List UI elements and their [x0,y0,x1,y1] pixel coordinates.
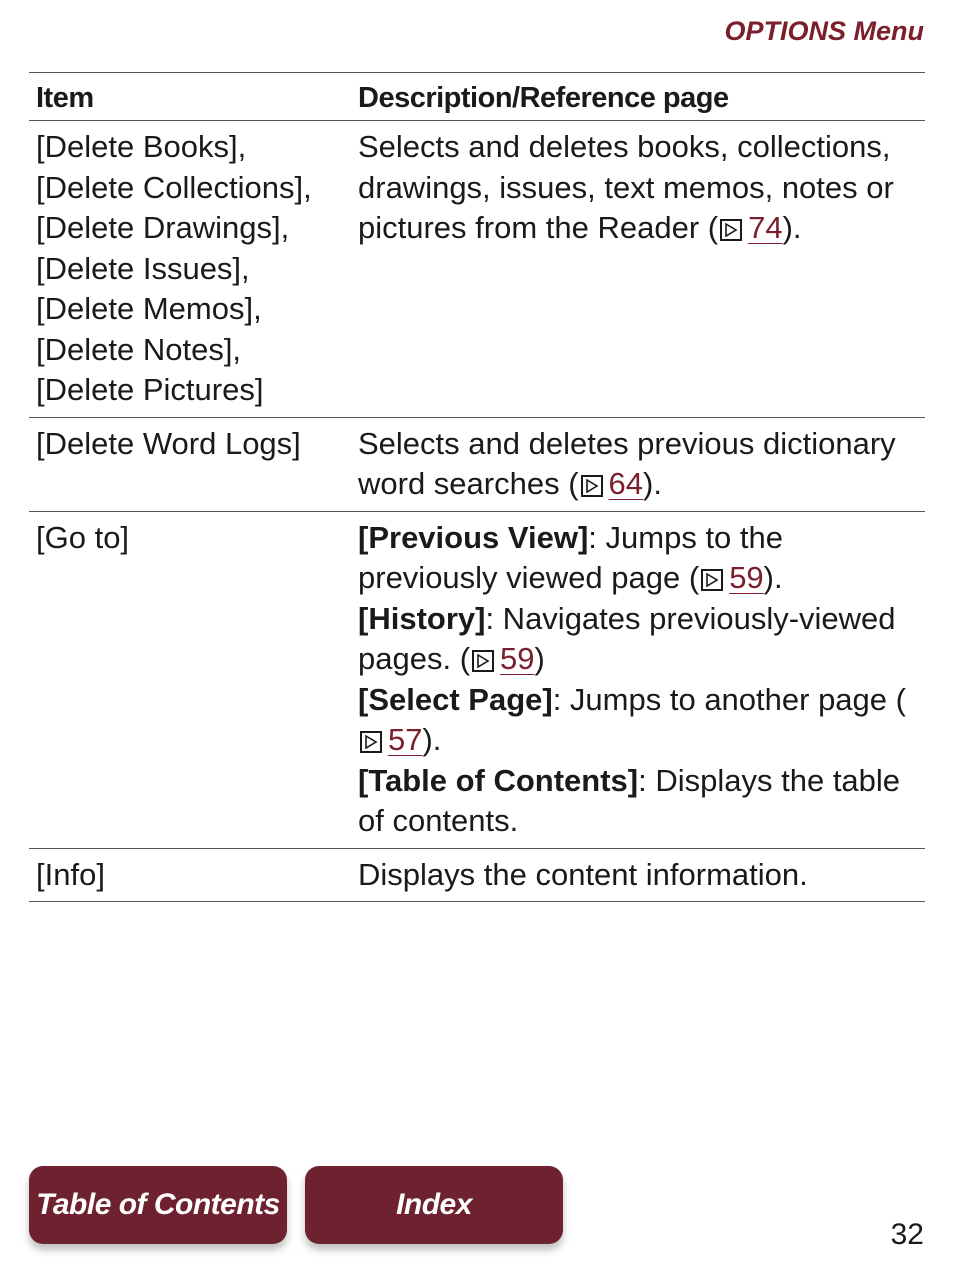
entry-text: : Displays the table of contents. [358,762,901,838]
item-delete-notes: [Delete Notes], [36,331,242,367]
page-link-57[interactable]: 57 [388,722,423,757]
entry-select-page [358,680,921,761]
page-link-74[interactable]: 74 [748,210,783,245]
entry-previous-view [358,518,921,599]
entry-table-of-contents [358,761,921,842]
entry-text: : Jumps to another page ( [552,681,906,717]
entry-history [358,599,921,680]
item-cell [29,511,351,848]
item-delete-drawings: [Delete Drawings], [36,210,290,245]
column-header-description: Description/Reference page [351,73,925,121]
item-info: [Info] [36,856,105,892]
description-after: ). [782,210,802,245]
entry-after: ) [534,641,545,676]
description-cell [351,417,925,511]
section-title: OPTIONS Menu [724,16,924,46]
table-row [29,511,925,848]
item-delete-books: [Delete Books], [36,129,247,164]
reference-arrow-icon [472,650,494,672]
item-delete-collections: [Delete Collections], [36,169,312,205]
column-header-item: Item [29,73,351,121]
index-button[interactable]: Index [305,1166,563,1244]
page-link-59[interactable]: 59 [729,560,764,595]
reference-arrow-icon [701,569,723,591]
item-delete-word-logs: [Delete Word Logs] [36,425,301,461]
item-delete-issues: [Delete Issues], [36,250,250,286]
entry-text: : Navigates previously-viewed pages. ( [358,600,896,676]
table-header-row [29,73,925,121]
reference-arrow-icon [360,731,382,753]
item-delete-memos: [Delete Memos], [36,291,262,326]
item-cell [29,848,351,902]
item-delete-pictures: [Delete Pictures] [36,372,264,407]
description-cell [351,121,925,418]
page-link-59[interactable]: 59 [500,641,535,676]
description-cell [351,511,925,848]
entry-text: : Jumps to the previously viewed page ( [358,519,784,595]
reference-arrow-icon [581,475,603,497]
entry-label: [History] [358,600,486,636]
reference-arrow-icon [720,219,742,241]
table-of-contents-button[interactable]: Table of Contents [29,1166,287,1244]
options-table [29,72,925,902]
description-cell [351,848,925,902]
entry-label: [Table of Contents] [358,762,639,798]
page-number: 32 [890,1218,924,1251]
table-row [29,848,925,902]
entry-label: [Select Page] [358,681,553,717]
table-row [29,121,925,418]
item-go-to: [Go to] [36,519,130,555]
item-cell [29,121,351,418]
entry-after: ). [422,722,442,757]
entry-after: ). [763,560,783,595]
description-text: Selects and deletes books, collections, drawings, issues, text memos, notes or pictures from the Reader ( [358,129,894,245]
entry-label: [Previous View] [358,519,589,555]
page-link-64[interactable]: 64 [608,466,644,501]
item-cell [29,417,351,511]
description-text: Selects and deletes previous dictionary word searches ( [358,425,896,501]
description-after: ). [643,466,662,501]
description-text: Displays the content information. [358,856,808,892]
table-row [29,417,925,511]
